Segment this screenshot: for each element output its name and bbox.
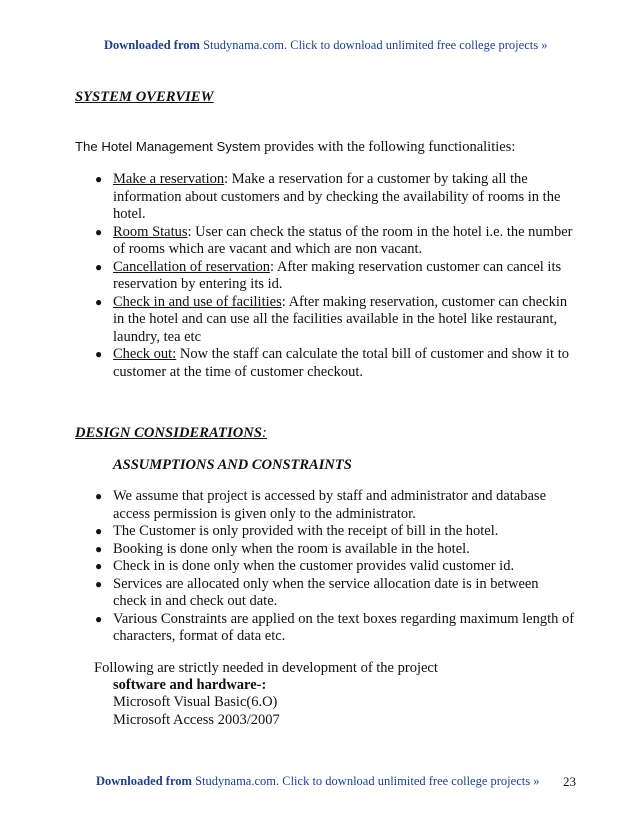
feature-text: : User can check the status of the room in the hotel i.e. the number of rooms which are vacant and which are non vacant. [113,223,573,257]
feature-title: Check out: [113,346,177,362]
feature-text: Now the staff can calculate the total bill of customer and show it to customer at the time of customer checkout. [113,346,569,380]
bullet-icon: ● [95,576,103,591]
feature-text: : After making reservation customer can cancel its reservation by entering its id. [113,258,562,292]
overview-intro [75,139,515,156]
feature-text: : Make a reservation for a customer by taking all the information about customers and by checking the availability of rooms in the hotel. [113,171,561,222]
list-item [95,259,575,294]
banner-prefix: Downloaded from [96,774,192,788]
assumption-text: We assume that project is accessed by staff and administrator and database access permission is given only to the administrator. [113,488,547,522]
system-overview-heading: SYSTEM OVERVIEW [75,89,214,105]
bullet-icon: ● [95,541,103,556]
bullet-icon: ● [95,224,103,239]
list-item [95,523,575,541]
intro-text: provides with the following functionalities: [260,139,516,155]
features-list [95,171,575,381]
software-item: Microsoft Visual Basic(6.O) [113,694,278,710]
feature-text: : After making reservation, customer can checkin in the hotel and can use all the facilities available in the hotel like restaurant, laundry, tea etc [113,293,568,345]
software-item: Microsoft Access 2003/2007 [113,712,280,728]
list-item [95,611,575,646]
design-considerations-heading [75,425,267,442]
studynama-link[interactable]: Studynama.com. Click to download unlimited free college projects » [195,774,540,788]
design-heading-colon: : [262,425,267,441]
download-banner-bottom [96,774,539,789]
feature-title: Check in and use of facilities [113,293,282,310]
list-item [95,488,575,523]
list-item [95,541,575,559]
bullet-icon: ● [95,347,103,361]
feature-title: Room Status [113,223,188,240]
bullet-icon: ● [95,172,103,186]
list-item [95,576,575,611]
list-item [95,294,575,347]
list-item [95,346,575,381]
list-item [95,558,575,576]
list-item [95,171,575,224]
banner-prefix: Downloaded from [104,38,200,52]
page-number: 23 [563,774,576,789]
bullet-icon: ● [95,294,103,309]
assumptions-title: ASSUMPTIONS AND CONSTRAINTS [113,457,352,473]
studynama-link[interactable]: Studynama.com. Click to download unlimited free college projects » [203,38,548,52]
intro-system-name: The Hotel Management System [75,139,261,154]
bullet-icon: ● [95,524,103,538]
requirements-intro: Following are strictly needed in development of the project [94,660,438,676]
assumptions-list [95,488,575,646]
download-banner-top [104,38,547,53]
assumption-text: Booking is done only when the room is available in the hotel. [113,540,470,557]
assumption-text: Check in is done only when the customer provides valid customer id. [113,558,515,574]
bullet-icon: ● [95,559,103,573]
software-hardware-title: software and hardware-: [113,677,267,693]
bullet-icon: ● [95,611,103,626]
design-heading-text: DESIGN CONSIDERATIONS [75,425,263,441]
bullet-icon: ● [95,489,103,503]
assumption-text: The Customer is only provided with the receipt of bill in the hotel. [113,523,499,539]
assumption-text: Services are allocated only when the service allocation date is in between check in and check out date. [113,575,539,609]
assumption-text: Various Constraints are applied on the text boxes regarding maximum length of characters, format of data etc. [113,610,575,644]
list-item [95,224,575,259]
feature-title: Make a reservation [113,171,225,187]
bullet-icon: ● [95,259,103,274]
feature-title: Cancellation of reservation [113,258,271,275]
